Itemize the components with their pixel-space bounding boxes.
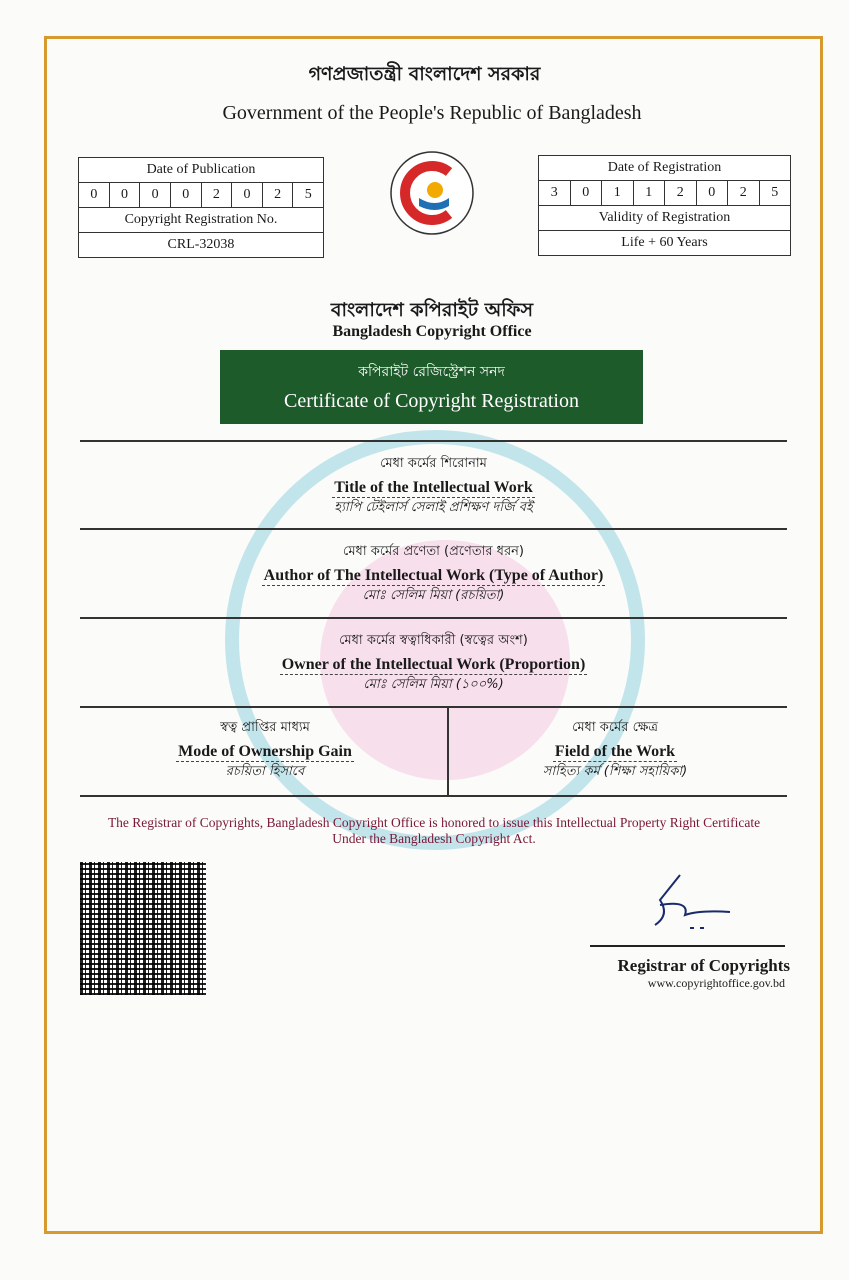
certificate-banner [220, 350, 643, 424]
vertical-divider [447, 706, 449, 795]
validity-value: Life + 60 Years [621, 235, 708, 250]
owner-value: মোঃ সেলিম মিয়া (১০০%) [363, 677, 504, 692]
en-label: Field of the Work [554, 743, 676, 760]
digit: 0 [171, 183, 202, 207]
copyright-logo [389, 150, 475, 236]
en-label: Author of The Intellectual Work (Type of Author) [263, 567, 604, 584]
en-label: Owner of the Intellectual Work (Proportion) [281, 656, 586, 673]
digit: 1 [634, 181, 666, 205]
field-value: সাহিত্য কর্ম (শিক্ষা সহায়িকা) [542, 764, 688, 779]
divider [80, 706, 787, 708]
author-value: মোঃ সেলিম মিয়া (রচয়িতা) [362, 588, 505, 603]
date-of-publication-label: Date of Publication [79, 158, 323, 183]
divider [80, 795, 787, 797]
divider [80, 440, 787, 442]
en-label: Title of the Intellectual Work [334, 479, 533, 496]
digit: 5 [771, 185, 779, 200]
website[interactable]: www.copyrightoffice.gov.bd [647, 976, 785, 990]
digit: 0 [697, 181, 729, 205]
digit: 0 [140, 183, 171, 207]
bn-label: মেধা কর্মের ক্ষেত্র [572, 720, 658, 735]
banner-bn: কপিরাইট রেজিস্ট্রেশন সনদ [358, 364, 505, 380]
banner-en: Certificate of Copyright Registration [284, 390, 579, 412]
digit: 2 [728, 181, 760, 205]
divider [80, 528, 787, 530]
header-en-title: Government of the People's Republic of Bangladesh [222, 102, 642, 124]
digit: 2 [263, 183, 294, 207]
publication-date-digits [79, 183, 323, 208]
date-of-registration-label: Date of Registration [539, 156, 790, 181]
en-label: Mode of Ownership Gain [178, 743, 352, 760]
office-bn: বাংলাদেশ কপিরাইট অফিস [330, 299, 534, 321]
section-title [80, 454, 787, 519]
digit: 2 [202, 183, 233, 207]
publication-box [78, 157, 324, 258]
section-mode [140, 718, 390, 783]
digit: 2 [665, 181, 697, 205]
office-en: Bangladesh Copyright Office [332, 323, 532, 340]
digit: 0 [232, 183, 263, 207]
divider [80, 617, 787, 619]
bn-label: মেধা কর্মের শিরোনাম [380, 456, 487, 471]
section-author [80, 542, 787, 607]
registration-box [538, 155, 791, 256]
signature [640, 870, 740, 945]
section-field [490, 718, 740, 783]
qr-code[interactable] [80, 862, 206, 995]
digit: 0 [571, 181, 603, 205]
digit: 3 [539, 181, 571, 205]
registrar-title: Registrar of Copyrights [617, 956, 790, 975]
header-bn-title: গণপ্রজাতন্ত্রী বাংলাদেশ সরকার [308, 63, 541, 85]
bn-label: মেধা কর্মের স্বত্বাধিকারী (স্বত্বের অংশ) [339, 633, 528, 648]
title-value: হ্যাপি টেইলার্স সেলাই প্রশিক্ষণ দর্জি বই [334, 500, 533, 515]
statement: The Registrar of Copyrights, Bangladesh Copyright Office is honored to issue this Intellectual Property Right Certificate Under the Bangladesh Copyright Act. [107, 815, 761, 846]
signature-line [590, 945, 785, 947]
section-owner [80, 631, 787, 696]
digit: 5 [304, 187, 312, 202]
bn-label: মেধা কর্মের প্রণেতা (প্রণেতার ধরন) [343, 544, 524, 559]
reg-no-value: CRL-32038 [167, 237, 235, 252]
registration-date-digits [539, 181, 790, 206]
digit: 0 [79, 183, 110, 207]
validity-label: Validity of Registration [539, 206, 790, 231]
reg-no-label: Copyright Registration No. [79, 208, 323, 233]
bn-label: স্বত্ব প্রাপ্তির মাধ্যম [220, 720, 310, 735]
digit: 1 [602, 181, 634, 205]
mode-value: রচয়িতা হিসাবে [225, 764, 305, 779]
digit: 0 [110, 183, 141, 207]
